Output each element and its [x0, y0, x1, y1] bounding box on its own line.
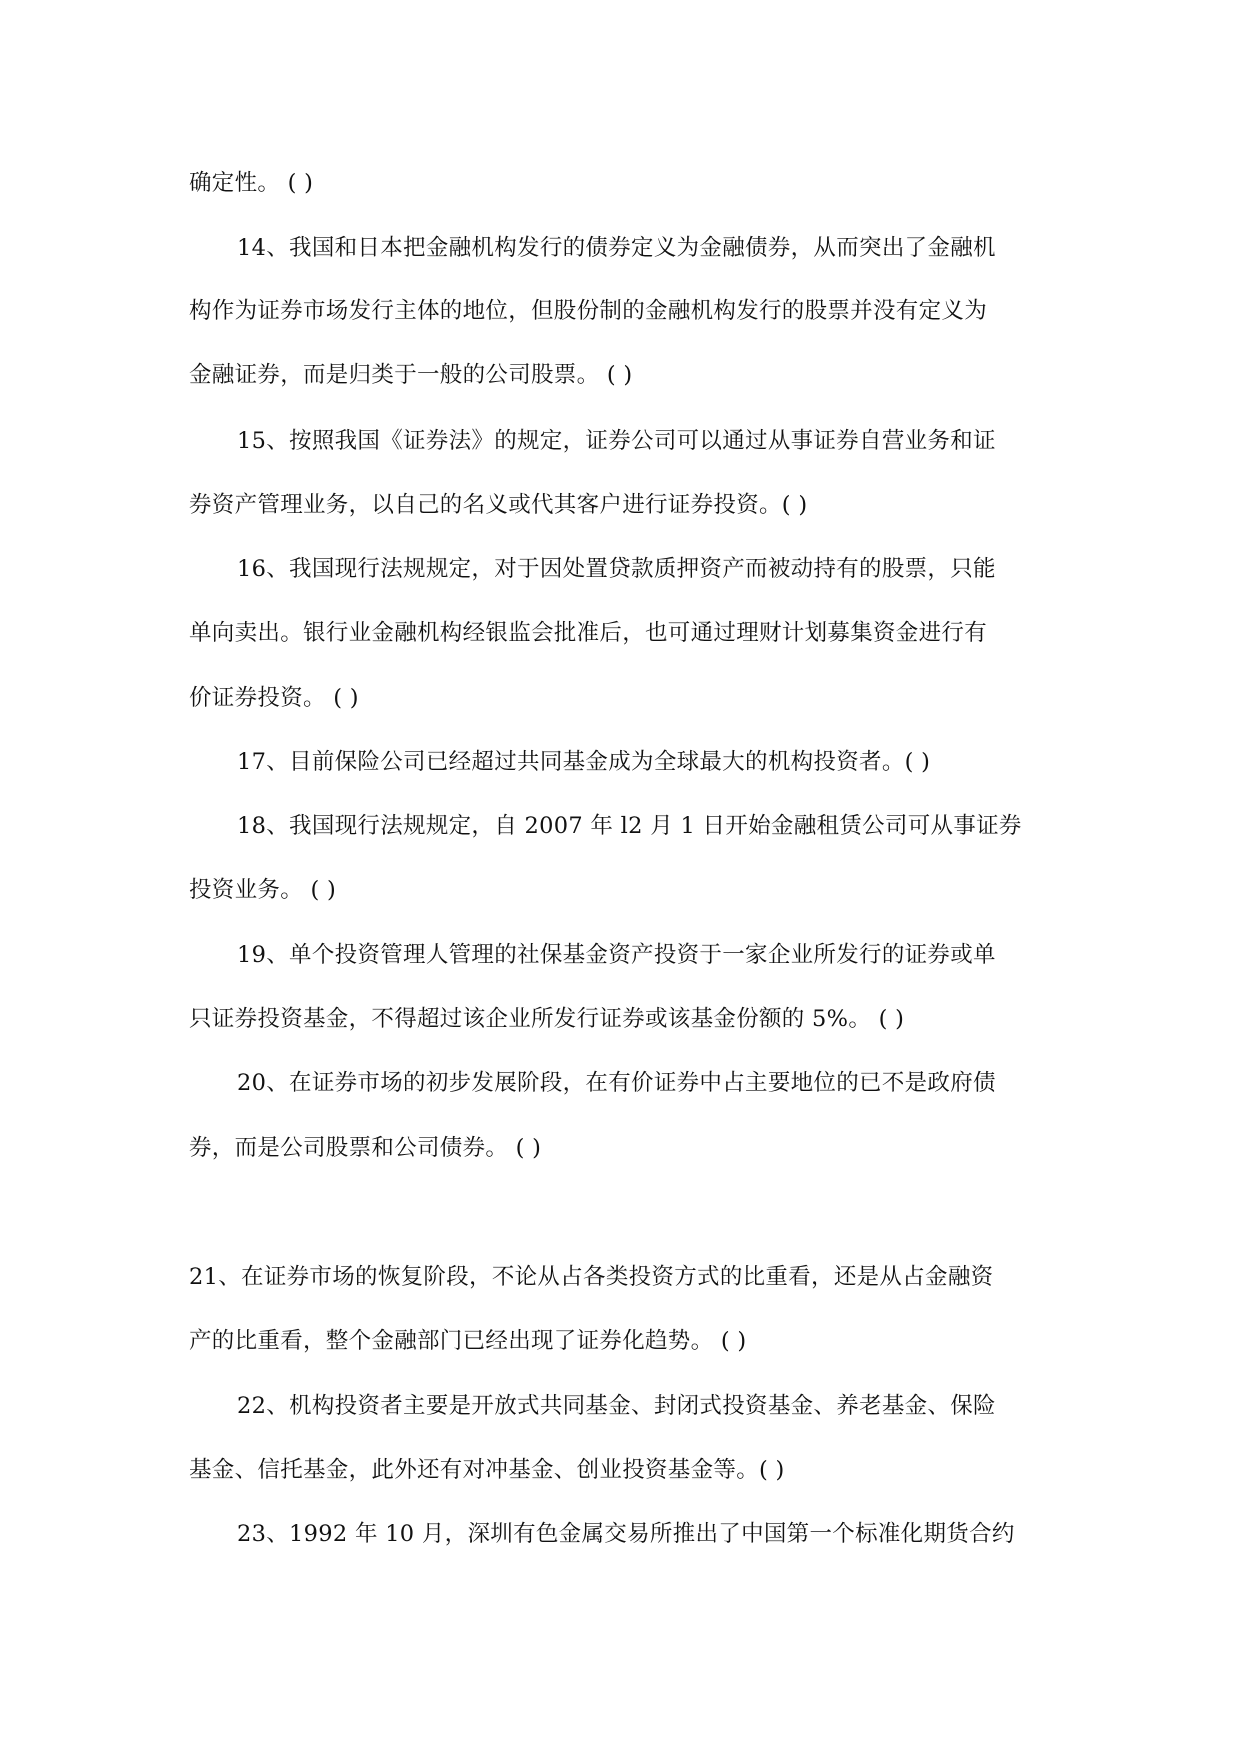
- text-line-18-b: 投资业务。 ( ): [189, 877, 337, 903]
- text-line-14-b: 构作为证券市场发行主体的地位，但股份制的金融机构发行的股票并没有定义为: [189, 298, 988, 324]
- text-line-20-b: 券，而是公司股票和公司债券。 ( ): [189, 1135, 542, 1161]
- text-line-14-a: 14、我国和日本把金融机构发行的债券定义为金融债券，从而突出了金融机: [237, 235, 996, 261]
- text-line-15-a: 15、按照我国《证券法》的规定，证券公司可以通过从事证券自营业务和证: [237, 428, 996, 454]
- text-line-16-b: 单向卖出。银行业金融机构经银监会批准后，也可通过理财计划募集资金进行有: [189, 620, 988, 646]
- text-line-22-b: 基金、信托基金，此外还有对冲基金、创业投资基金等。( ): [189, 1457, 785, 1483]
- text-line-23-a: 23、1992 年 10 月，深圳有色金属交易所推出了中国第一个标准化期货合约: [237, 1521, 1015, 1547]
- text-line-17: 17、目前保险公司已经超过共同基金成为全球最大的机构投资者。( ): [237, 749, 931, 775]
- text-line-19-a: 19、单个投资管理人管理的社保基金资产投资于一家企业所发行的证券或单: [237, 942, 996, 968]
- text-line-14-c: 金融证券，而是归类于一般的公司股票。 ( ): [189, 362, 633, 388]
- text-line-19-b: 只证券投资基金，不得超过该企业所发行证券或该基金份额的 5%。 ( ): [189, 1006, 905, 1032]
- text-line-13-end: 确定性。 ( ): [189, 170, 314, 196]
- text-line-21-b: 产的比重看，整个金融部门已经出现了证券化趋势。 ( ): [189, 1328, 747, 1354]
- text-line-22-a: 22、机构投资者主要是开放式共同基金、封闭式投资基金、养老基金、保险: [237, 1393, 996, 1419]
- text-line-21-a: 21、在证券市场的恢复阶段，不论从占各类投资方式的比重看，还是从占金融资: [189, 1264, 994, 1290]
- text-line-20-a: 20、在证券市场的初步发展阶段，在有价证券中占主要地位的已不是政府债: [237, 1070, 996, 1096]
- text-line-18-a: 18、我国现行法规规定，自 2007 年 l2 月 1 日开始金融租赁公司可从事证券: [237, 813, 1022, 839]
- text-line-16-c: 价证券投资。 ( ): [189, 685, 359, 711]
- text-line-15-b: 券资产管理业务，以自己的名义或代其客户进行证券投资。( ): [189, 492, 808, 518]
- text-line-16-a: 16、我国现行法规规定，对于因处置贷款质押资产而被动持有的股票，只能: [237, 556, 996, 582]
